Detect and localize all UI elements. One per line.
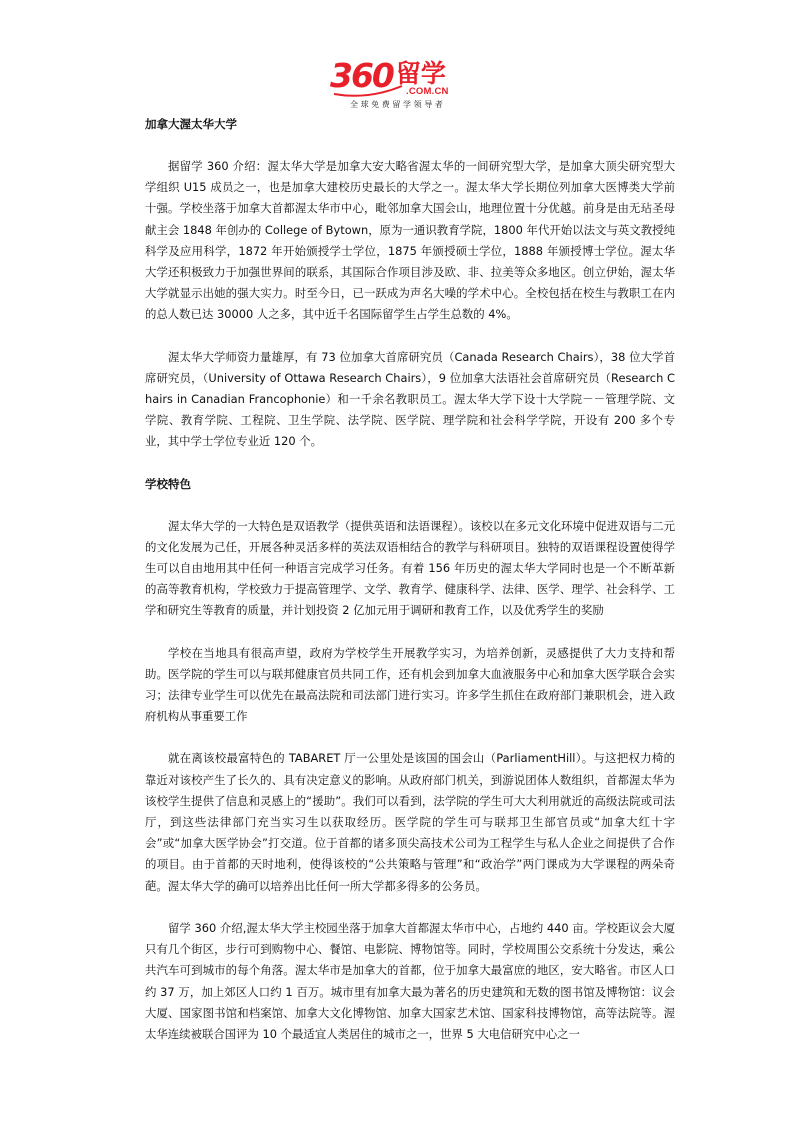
logo-slogan: 全球免费留学领导者 <box>350 100 446 109</box>
paragraph-bilingual: 渥太华大学的一大特色是双语教学（提供英语和法语课程）。该校以在多元文化环境中促进双语与二元的文化发展为己任，开展各种灵活多样的英法双语相结合的教学与科研项目。独特的双语课程设置使得学生可以自由地用其中任何一种语言完成学习任务。有着 156 年历史的渥太华大学同时也是一个不断革新的高等教育机构，学校致力于提高管理学、文学、教育学、健康科学、法律、医学、理学、社会科学、工学和研究生等教育的质量，并计划投资 2 亿加元用于调研和教育工作，以及优秀学生的奖励 <box>145 518 675 618</box>
logo-number: 360 <box>330 56 393 95</box>
paragraph-intro: 据留学 360 介绍：渥太华大学是加拿大安大略省渥太华的一间研究型大学，是加拿大顶尖研究型大学组织 U15 成员之一，也是加拿大建校历史最长的大学之一。渥太华大学长期位列加拿大医博类大学前十强。学校坐落于加拿大首都渥太华市中心，毗邻加拿大国会山，地理位置十分优越。前身是由无玷圣母献主会 1848 年创办的 College of Bytown，原为一通识教育学院，1800 年代开始以法文与英文教授纯科学及应用科学，1872 年开始颁授学士学位，1875 年颁授硕士学位，1888 年颁授博士学位。渥太华大学还积极致力于加强世界间的联系，其国际合作项目涉及欧、非、拉美等众多地区。创立伊始，渥太华大学就显示出她的强大实力。时至今日，已一跃成为声名大噪的学术中心。全校包括在校生与教职工在内的总人数已达 30000 人之多，其中近千名国际留学生占学生总数的 4%。 <box>145 159 675 322</box>
paragraph-faculty: 渥太华大学师资力量雄厚，有 73 位加拿大首席研究员（Canada Research Chairs），38 位大学首席研究员，（University of Ottawa Research Chairs），9 位加拿大法语社会首席研究员（Research Chairs in Canadian Francophonie）和一千余名教职员工。渥太华大学下设十大学院－－管理学院、文学院、教育学院、工程院、卫生学院、法学院、医学院、理学院和社会科学学院，开设有 200 多个专业，其中学士学位专业近 120 个。 <box>145 349 675 449</box>
article-body <box>145 114 675 1045</box>
paragraph-parliament: 就在离该校最富特色的 TABARET 厅一公里处是该国的国会山（ParliamentHill）。与这把权力椅的靠近对该校产生了长久的、具有决定意义的影响。从政府部门机关，到游说团体人数组织，首都渥太华为该校学生提供了信息和灵感上的“援助”。我们可以看到，法学院的学生可大大利用就近的高级法院或司法厅，到这些法律部门充当实习生以获取经历。医学院的学生可与联邦卫生部官员或“加拿大红十字会”或“加拿大医学协会”打交道。位于首都的诸多顶尖高技术公司为工程学生与私人企业之间提供了合作的项目。由于首都的天时地利，使得该校的“公共策略与管理”和“政治学”两门课成为大学课程的两朵奇葩。渥太华大学的确可以培养出比任何一所大学都多得多的公务员。 <box>145 751 675 893</box>
logo-swoosh-icon <box>332 84 404 98</box>
brand-logo <box>330 58 480 114</box>
section-heading-features: 学校特色 <box>145 476 191 491</box>
logo-domain: .COM.CN <box>406 86 449 97</box>
logo-name: 留学 <box>395 59 446 88</box>
paragraph-campus: 留学 360 介绍,渥太华大学主校园坐落于加拿大首都渥太华市中心，占地约 440 亩。学校距议会大厦只有几个街区，步行可到购物中心、餐馆、电影院、博物馆等。同时，学校周围公交系统十分发达，乘公共汽车可到城市的每个角落。渥太华市是加拿大的首都，位于加拿大最富庶的地区，安大略省。市区人口约 37 万，加上郊区人口约 1 百万。城市里有加拿大最为著名的历史建筑和无数的图书馆及博物馆：议会大厦、国家图书馆和档案馆、加拿大文化博物馆、加拿大国家艺术馆、国家科技博物馆，高等法院等。渥太华连续被联合国评为 10 个最适宜人类居住的城市之一，世界 5 大电信研究中心之一 <box>145 920 675 1041</box>
page-title: 加拿大渥太华大学 <box>145 117 237 131</box>
paragraph-reputation: 学校在当地具有很高声望，政府为学校学生开展教学实习，为培养创新，灵感提供了大力支持和帮助。医学院的学生可以与联邦健康官员共同工作，还有机会到加拿大血液服务中心和加拿大医学联合会实习；法律专业学生可以优先在最高法院和司法部门进行实习。许多学生抓住在政府部门兼职机会，进入政府机构从事重要工作 <box>145 645 675 724</box>
